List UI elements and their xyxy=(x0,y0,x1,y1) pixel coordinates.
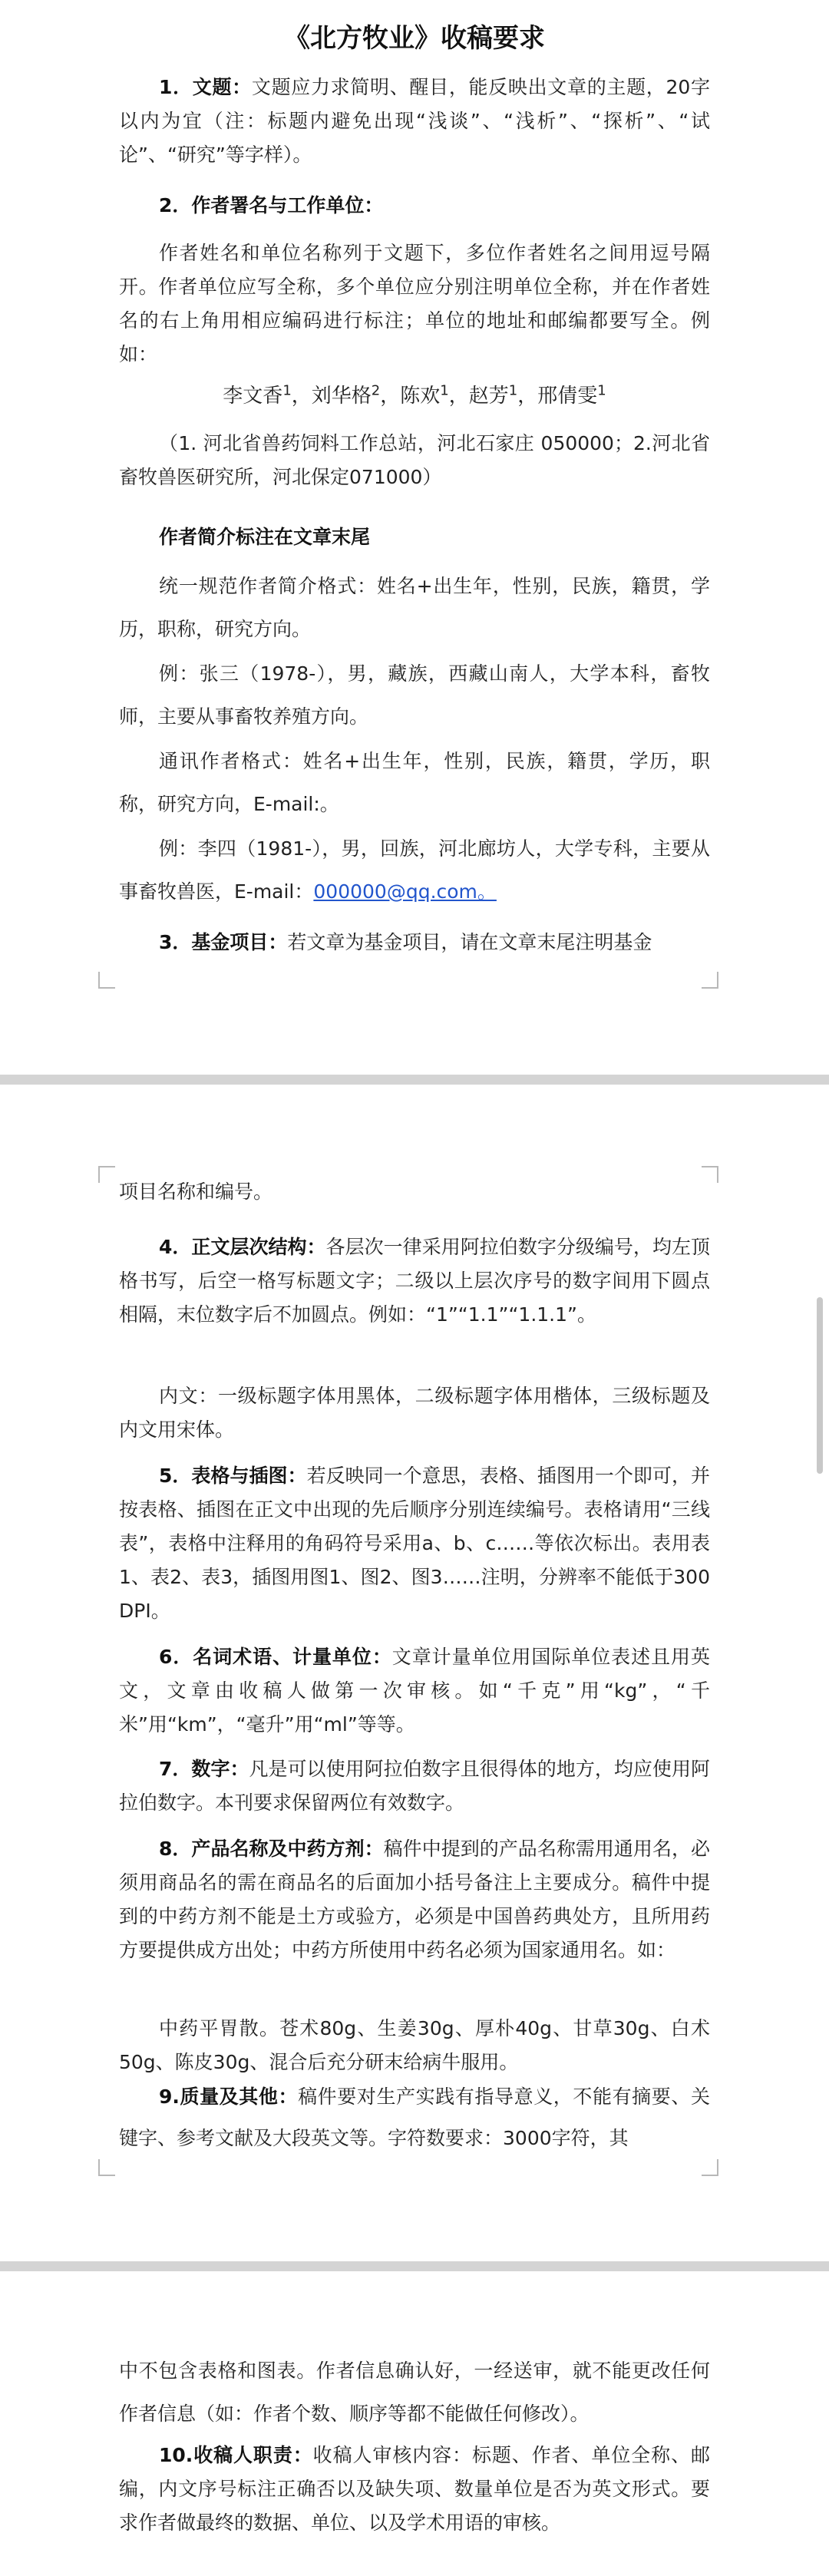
crop-mark xyxy=(98,972,115,989)
corresponding-author-example: 例：李四（1981-），男，回族，河北廊坊人，大学专科，主要从事畜牧兽医，E-mail：000000@qq.com。 xyxy=(119,837,710,903)
section-9-continued: 中不包含表格和图表。作者信息确认好，一经送审，就不能更改任何作者信息（如：作者个数、顺序等都不能做任何修改）。 xyxy=(119,2360,710,2425)
author-name: 李文香 xyxy=(223,385,283,408)
section-9-text: 稿件要对生产实践有指导意义，不能有摘要、关键字、参考文献及大段英文等。字符数要求：3000字符，其 xyxy=(119,2086,710,2149)
section-5-heading: 5．表格与插图： xyxy=(159,1465,307,1487)
section-6-paragraph xyxy=(119,1640,710,1742)
section-8-text: 稿件中提到的产品名称需用通用名，必须用商品名的需在商品名的后面加小括号备注上主要成分。稿件中提到的中药方剂不能是土方或验方，必须是中国兽药典处方，且所用药方要提供成方出处；中药方所使用中药名必须为国家通用名。如： xyxy=(119,1838,710,1961)
crop-mark xyxy=(702,972,718,989)
section-2-heading: 2．作者署名与工作单位： xyxy=(159,194,384,216)
section-3-text: 若文章为基金项目，请在文章末尾注明基金 xyxy=(287,931,652,953)
author-name: 赵芳 xyxy=(468,385,509,408)
section-6-heading: 6．名词术语、计量单位： xyxy=(159,1646,392,1668)
section-8-heading: 8．产品名称及中药方剂： xyxy=(159,1838,384,1860)
author-affiliation-mark: 2 xyxy=(371,382,381,399)
section-7-text: 凡是可以使用阿拉伯数字且很得体的地方，均应使用阿拉伯数字。本刊要求保留两位有效数字。 xyxy=(119,1758,710,1814)
author-affiliation-mark: 1 xyxy=(282,382,292,399)
author-affiliation-mark: 1 xyxy=(597,382,606,399)
section-1-heading: 1．文题： xyxy=(159,76,252,98)
section-2-text: 作者姓名和单位名称列于文题下，多位作者姓名之间用逗号隔开。作者单位应写全称，多个单位应分别注明单位全称，并在作者姓名的右上角用相应编码进行标注；单位的地址和邮编都要写全。例如： xyxy=(119,242,710,365)
section-4-heading: 4．正文层次结构： xyxy=(159,1236,326,1258)
section-9-heading: 9.质量及其他： xyxy=(159,2086,299,2108)
section-7-heading: 7．数字： xyxy=(159,1758,249,1780)
section-8-paragraph xyxy=(119,1832,710,1967)
author-name: 陈欢 xyxy=(400,385,441,408)
document-title: 《北方牧业》收稿要求 xyxy=(284,23,545,54)
section-3-continued: 项目名称和编号。 xyxy=(119,1181,273,1203)
section-8-example: 中药平胃散。苍术80g、生姜30g、厚朴40g、甘草30g、白术50g、陈皮30g、混合后充分研末给病牛服用。 xyxy=(119,2017,710,2073)
page-separator xyxy=(0,2261,829,2271)
author-affiliation-mark: 1 xyxy=(508,382,518,399)
section-4-paragraph xyxy=(119,1230,710,1332)
section-4-text: 各层次一律采用阿拉伯数字分级编号，均左顶格书写，后空一格写标题文字；二级以上层次序号的数字间用下圆点相隔，末位数字后不加圆点。例如：“1”“1.1”“1.1.1”。 xyxy=(119,1236,710,1326)
corresponding-author-format: 通讯作者格式：姓名+出生年，性别，民族，籍贯，学历，职称，研究方向，E-mail:。 xyxy=(119,750,710,815)
section-1-paragraph xyxy=(119,71,710,172)
section-10-text: 收稿人审核内容：标题、作者、单位全称、邮编，内文序号标注正确否以及缺失项、数量单位是否为英文形式。要求作者做最终的数据、单位、以及学术用语的审核。 xyxy=(119,2444,710,2534)
page-separator xyxy=(0,1075,829,1085)
email-link[interactable]: 000000@qq.com。 xyxy=(313,880,497,903)
section-10-paragraph xyxy=(119,2439,710,2540)
crop-mark xyxy=(98,1166,115,1183)
section-4-body-fonts: 内文：一级标题字体用黑体，二级标题字体用楷体，三级标题及内文用宋体。 xyxy=(119,1385,710,1441)
section-3-heading: 3．基金项目： xyxy=(159,931,288,953)
author-name: 邢倩雯 xyxy=(537,385,598,408)
section-7-paragraph xyxy=(119,1752,710,1820)
document-page-2 xyxy=(0,1085,829,2261)
section-5-paragraph xyxy=(119,1459,710,1628)
author-list: 李文香$^1$，刘华格$^2$，陈欢$^1$，赵芳$^1$，邢倩雯$^1$ xyxy=(223,382,606,408)
section-10-heading: 10.收稿人职责： xyxy=(159,2444,313,2466)
section-6-text: 文章计量单位用国际单位表述且用英文，文章由收稿人做第一次审核。如“千克”用“kg”，“千米”用“km”，“毫升”用“ml”等等。 xyxy=(119,1646,710,1735)
section-1-text: 文题应力求简明、醒目，能反映出文章的主题，20字以内为宜（注：标题内避免出现“浅谈”、“浅析”、“探析”、“试论”、“研究”等字样）。 xyxy=(119,76,710,166)
author-name: 刘华格 xyxy=(311,385,372,408)
author-intro-heading: 作者简介标注在文章末尾 xyxy=(159,526,371,548)
document-page-1 xyxy=(0,0,829,1075)
author-intro-format: 统一规范作者简介格式：姓名+出生年，性别，民族，籍贯，学历，职称，研究方向。 xyxy=(119,575,710,640)
author-affiliation-mark: 1 xyxy=(440,382,449,399)
crop-mark xyxy=(702,2159,718,2176)
section-9-paragraph xyxy=(119,2076,710,2159)
author-intro-example: 例：张三（1978-），男，藏族，西藏山南人，大学本科，畜牧师，主要从事畜牧养殖方向。 xyxy=(119,662,710,728)
section-3-paragraph xyxy=(119,926,710,959)
affiliation-text: （1. 河北省兽药饲料工作总站，河北石家庄 050000；2.河北省畜牧兽医研究所，河北保定071000） xyxy=(119,432,710,488)
vertical-scrollbar[interactable] xyxy=(817,1297,823,1474)
document-page-3 xyxy=(0,2271,829,2576)
section-5-text: 若反映同一个意思，表格、插图用一个即可，并按表格、插图在正文中出现的先后顺序分别连续编号。表格请用“三线表”，表格中注释用的角码符号采用a、b、c……等依次标出。表用表1、表2、表3，插图用图1、图2、图3……注明，分辨率不能低于300 DPI。 xyxy=(119,1465,710,1622)
crop-mark xyxy=(98,2159,115,2176)
